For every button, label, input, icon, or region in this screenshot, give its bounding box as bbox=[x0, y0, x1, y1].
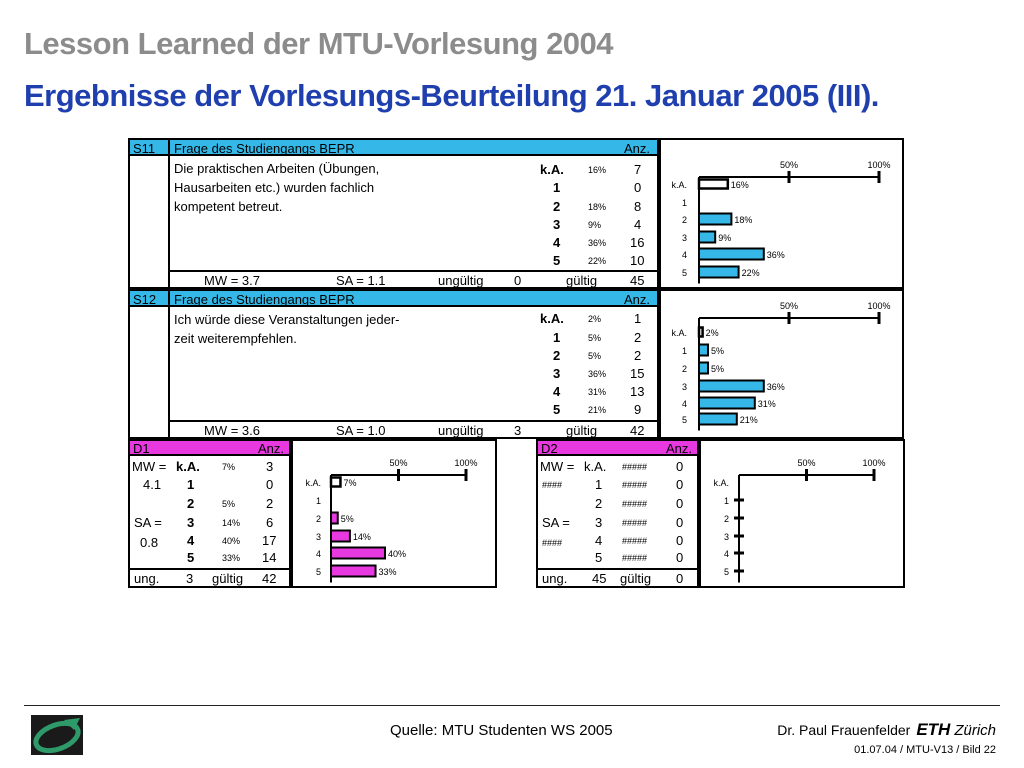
data-label: 33% bbox=[378, 567, 397, 577]
d1-sa: 0.8 bbox=[140, 535, 159, 550]
footer-source: Quelle: MTU Studenten WS 2005 bbox=[390, 722, 613, 739]
category-label: 4 bbox=[723, 549, 729, 559]
d1-row-label: 5 bbox=[187, 550, 195, 565]
d1-row-pct: 14% bbox=[222, 518, 241, 528]
bar bbox=[331, 566, 376, 577]
footer-divider bbox=[24, 705, 1000, 706]
category-label: 4 bbox=[681, 399, 687, 409]
tick-label: 50% bbox=[779, 160, 799, 170]
s11-mw: MW = 3.7 bbox=[204, 273, 260, 288]
category-label: 3 bbox=[681, 233, 687, 243]
s11-row-pct: 9% bbox=[588, 220, 602, 230]
s11-row-label: k.A. bbox=[540, 162, 564, 177]
s11-row-label: 4 bbox=[553, 235, 561, 250]
footer-author bbox=[777, 720, 996, 740]
tick-label: 100% bbox=[867, 301, 891, 311]
s11-question-line: kompetent betreut. bbox=[174, 199, 283, 214]
d1-row-n: 2 bbox=[266, 496, 274, 511]
bar bbox=[699, 267, 739, 278]
s11-row-pct: 16% bbox=[588, 165, 607, 175]
d2-gueltig-n: 0 bbox=[676, 571, 684, 586]
category-label: 1 bbox=[681, 198, 687, 208]
category-label: 2 bbox=[723, 514, 729, 524]
s11-ungueltig-n: 0 bbox=[514, 273, 522, 288]
s12-row-label: 3 bbox=[553, 366, 561, 381]
d1-row-label: 2 bbox=[187, 496, 195, 511]
data-label: 9% bbox=[718, 233, 732, 243]
d1-row-pct: 40% bbox=[222, 536, 241, 546]
bar bbox=[699, 214, 731, 225]
bar bbox=[699, 328, 703, 337]
s12-row-n: 9 bbox=[634, 402, 642, 417]
s12-row-pct: 5% bbox=[588, 333, 602, 343]
category-label: k.A. bbox=[671, 328, 687, 338]
s11-gueltig: gültig bbox=[566, 273, 598, 288]
tick-label: 50% bbox=[797, 458, 816, 468]
d2-row-pct: ##### bbox=[622, 462, 648, 472]
d1-ung-n: 3 bbox=[186, 571, 194, 586]
data-label: 5% bbox=[340, 514, 354, 524]
s12-ungueltig-n: 3 bbox=[514, 423, 522, 438]
bar bbox=[699, 180, 728, 189]
s11-row-n: 10 bbox=[630, 253, 645, 268]
eth-zurich: Zürich bbox=[954, 722, 996, 739]
s12-anz: Anz. bbox=[624, 292, 651, 307]
category-label: 3 bbox=[723, 532, 729, 542]
d2-row-label: 1 bbox=[595, 477, 603, 492]
s12-gueltig: gültig bbox=[566, 423, 598, 438]
d2-mw-label: MW = bbox=[540, 459, 575, 474]
category-label: 5 bbox=[723, 567, 729, 577]
s12-row-label: k.A. bbox=[540, 311, 564, 326]
d1-row-n: 3 bbox=[266, 459, 274, 474]
d1-row-n: 0 bbox=[266, 477, 274, 492]
s11-row-n: 7 bbox=[634, 162, 642, 177]
s11-row-pct: 36% bbox=[588, 238, 607, 248]
s11-row-pct: 18% bbox=[588, 202, 607, 212]
tick-label: 50% bbox=[389, 458, 408, 468]
tick-label: 100% bbox=[867, 160, 891, 170]
d2-row-label: 5 bbox=[595, 550, 603, 565]
d2-row-n: 0 bbox=[676, 515, 684, 530]
d1-ung: ung. bbox=[134, 571, 160, 586]
d2-row-pct: ##### bbox=[622, 518, 648, 528]
d2-row-pct: ##### bbox=[622, 480, 648, 490]
bar bbox=[699, 345, 708, 356]
category-label: 4 bbox=[315, 549, 321, 559]
d1-row-label: 4 bbox=[187, 533, 195, 548]
d2-row-label: 2 bbox=[595, 496, 603, 511]
bar bbox=[331, 531, 350, 542]
category-label: 5 bbox=[315, 567, 321, 577]
d1-row-n: 6 bbox=[266, 515, 274, 530]
data-label: 7% bbox=[343, 478, 357, 488]
bar bbox=[699, 249, 764, 260]
category-label: 2 bbox=[681, 364, 687, 374]
data-label: 22% bbox=[741, 268, 760, 278]
eth-logo: ETH bbox=[916, 720, 951, 739]
bar bbox=[699, 381, 764, 392]
s11-row-pct: 22% bbox=[588, 256, 607, 266]
tick-label: 50% bbox=[779, 301, 799, 311]
d1-sa-label: SA = bbox=[134, 515, 162, 530]
chart-s12 bbox=[659, 289, 904, 439]
data-label: 36% bbox=[766, 382, 785, 392]
s12-row-n: 13 bbox=[630, 384, 645, 399]
logo-icon bbox=[30, 714, 86, 756]
s11-anz: Anz. bbox=[624, 141, 651, 156]
category-label: 5 bbox=[681, 268, 687, 278]
d1-gueltig: gültig bbox=[212, 571, 244, 586]
data-label: 40% bbox=[388, 549, 407, 559]
s11-row-n: 0 bbox=[634, 180, 642, 195]
s11-row-n: 4 bbox=[634, 217, 642, 232]
s12-row-pct: 36% bbox=[588, 369, 607, 379]
chart-s11 bbox=[659, 138, 904, 289]
d1-mw-label: MW = bbox=[132, 459, 167, 474]
bar bbox=[699, 232, 715, 243]
s11-question-line: Die praktischen Arbeiten (Übungen, bbox=[174, 161, 380, 176]
d2-sa-label: SA = bbox=[542, 515, 570, 530]
s11-ungueltig: ungültig bbox=[438, 273, 484, 288]
d1-row-label: 1 bbox=[187, 477, 195, 492]
category-label: 1 bbox=[315, 496, 321, 506]
d2-row-n: 0 bbox=[676, 459, 684, 474]
s12-row-n: 2 bbox=[634, 348, 642, 363]
data-label: 2% bbox=[705, 328, 719, 338]
category-label: k.A. bbox=[305, 478, 321, 488]
d1-row-pct: 5% bbox=[222, 499, 236, 509]
d2-row-pct: ##### bbox=[622, 499, 648, 509]
tick-label: 100% bbox=[454, 458, 478, 468]
data-label: 5% bbox=[711, 364, 725, 374]
chart-d1 bbox=[291, 439, 497, 588]
s11-gueltig-n: 45 bbox=[630, 273, 645, 288]
d1-row-label: 3 bbox=[187, 515, 195, 530]
category-label: 5 bbox=[681, 415, 687, 425]
category-label: 3 bbox=[315, 532, 321, 542]
s12-row-n: 2 bbox=[634, 330, 642, 345]
d1-row-pct: 7% bbox=[222, 462, 236, 472]
d2-mw: #### bbox=[542, 480, 563, 490]
d2-row-label: 3 bbox=[595, 515, 603, 530]
category-label: 1 bbox=[681, 346, 687, 356]
d2-anz: Anz. bbox=[666, 441, 693, 456]
s11-row-label: 2 bbox=[553, 199, 561, 214]
d1-row-pct: 33% bbox=[222, 553, 241, 563]
d1-row-n: 17 bbox=[262, 533, 277, 548]
bar bbox=[331, 548, 385, 559]
category-label: 3 bbox=[681, 382, 687, 392]
s12-question-line: Ich würde diese Veranstaltungen jeder- bbox=[174, 312, 400, 327]
bar bbox=[699, 414, 737, 425]
s11-row-n: 16 bbox=[630, 235, 645, 250]
d2-row-n: 0 bbox=[676, 496, 684, 511]
s12-row-pct: 31% bbox=[588, 387, 607, 397]
s11-row-label: 3 bbox=[553, 217, 561, 232]
page-subtitle: Ergebnisse der Vorlesungs-Beurteilung 21. Januar 2005 (III). bbox=[24, 78, 879, 113]
s12-code: S12 bbox=[133, 292, 157, 307]
s11-sa: SA = 1.1 bbox=[336, 273, 386, 288]
category-label: 4 bbox=[681, 250, 687, 260]
d2-row-label: k.A. bbox=[584, 459, 607, 474]
s11-question-line: Hausarbeiten etc.) wurden fachlich bbox=[174, 180, 375, 195]
category-label: 2 bbox=[315, 514, 321, 524]
d2-ung: ung. bbox=[542, 571, 568, 586]
s12-row-label: 1 bbox=[553, 330, 561, 345]
d1-gueltig-n: 42 bbox=[262, 571, 277, 586]
bar bbox=[331, 478, 340, 487]
s12-row-n: 1 bbox=[634, 311, 642, 326]
chart-frame bbox=[660, 290, 903, 438]
author-name: Dr. Paul Frauenfelder bbox=[777, 722, 911, 738]
tick-label: 100% bbox=[862, 458, 886, 468]
page-number: 01.07.04 / MTU-V13 / Bild 22 bbox=[854, 744, 996, 756]
bar bbox=[699, 398, 755, 409]
d2-row-pct: ##### bbox=[622, 553, 648, 563]
s12-row-label: 5 bbox=[553, 402, 561, 417]
s12-row-label: 2 bbox=[553, 348, 561, 363]
bar bbox=[331, 513, 338, 524]
s12-row-pct: 21% bbox=[588, 405, 607, 415]
d2-sa: #### bbox=[542, 538, 563, 548]
d2-row-n: 0 bbox=[676, 550, 684, 565]
category-label: k.A. bbox=[671, 180, 687, 190]
s11-code: S11 bbox=[133, 141, 156, 156]
s12-row-pct: 5% bbox=[588, 351, 602, 361]
d1-code: D1 bbox=[133, 441, 150, 456]
s12-row-n: 15 bbox=[630, 366, 645, 381]
s11-header: Frage des Studiengangs BEPR bbox=[174, 141, 355, 156]
data-label: 18% bbox=[734, 215, 753, 225]
data-label: 21% bbox=[739, 415, 758, 425]
s11-row-n: 8 bbox=[634, 199, 642, 214]
s11-row-label: 5 bbox=[553, 253, 561, 268]
bar bbox=[699, 363, 708, 374]
d2-row-label: 4 bbox=[595, 533, 603, 548]
d2-row-n: 0 bbox=[676, 477, 684, 492]
d1-mw: 4.1 bbox=[143, 477, 162, 492]
s12-mw: MW = 3.6 bbox=[204, 423, 260, 438]
data-label: 16% bbox=[730, 180, 749, 190]
d1-row-n: 14 bbox=[262, 550, 277, 565]
s12-header: Frage des Studiengangs BEPR bbox=[174, 292, 355, 307]
s12-ungueltig: ungültig bbox=[438, 423, 484, 438]
s12-gueltig-n: 42 bbox=[630, 423, 645, 438]
d2-row-n: 0 bbox=[676, 533, 684, 548]
d2-ung-n: 45 bbox=[592, 571, 607, 586]
page-title: Lesson Learned der MTU-Vorlesung 2004 bbox=[24, 26, 614, 61]
data-label: 36% bbox=[766, 250, 785, 260]
s12-row-label: 4 bbox=[553, 384, 561, 399]
s12-question-line: zeit weiterempfehlen. bbox=[174, 331, 297, 346]
category-label: 1 bbox=[723, 496, 729, 506]
s11-row-label: 1 bbox=[553, 180, 561, 195]
data-label: 14% bbox=[352, 532, 371, 542]
d1-anz: Anz. bbox=[258, 441, 285, 456]
data-label: 31% bbox=[757, 399, 776, 409]
s12-row-pct: 2% bbox=[588, 314, 602, 324]
category-label: k.A. bbox=[713, 478, 729, 488]
chart-d2 bbox=[699, 439, 905, 588]
d2-row-pct: ##### bbox=[622, 536, 648, 546]
category-label: 2 bbox=[681, 215, 687, 225]
data-label: 5% bbox=[711, 346, 725, 356]
d2-code: D2 bbox=[541, 441, 558, 456]
d2-gueltig: gültig bbox=[620, 571, 652, 586]
s12-sa: SA = 1.0 bbox=[336, 423, 386, 438]
d1-row-label: k.A. bbox=[176, 459, 200, 474]
